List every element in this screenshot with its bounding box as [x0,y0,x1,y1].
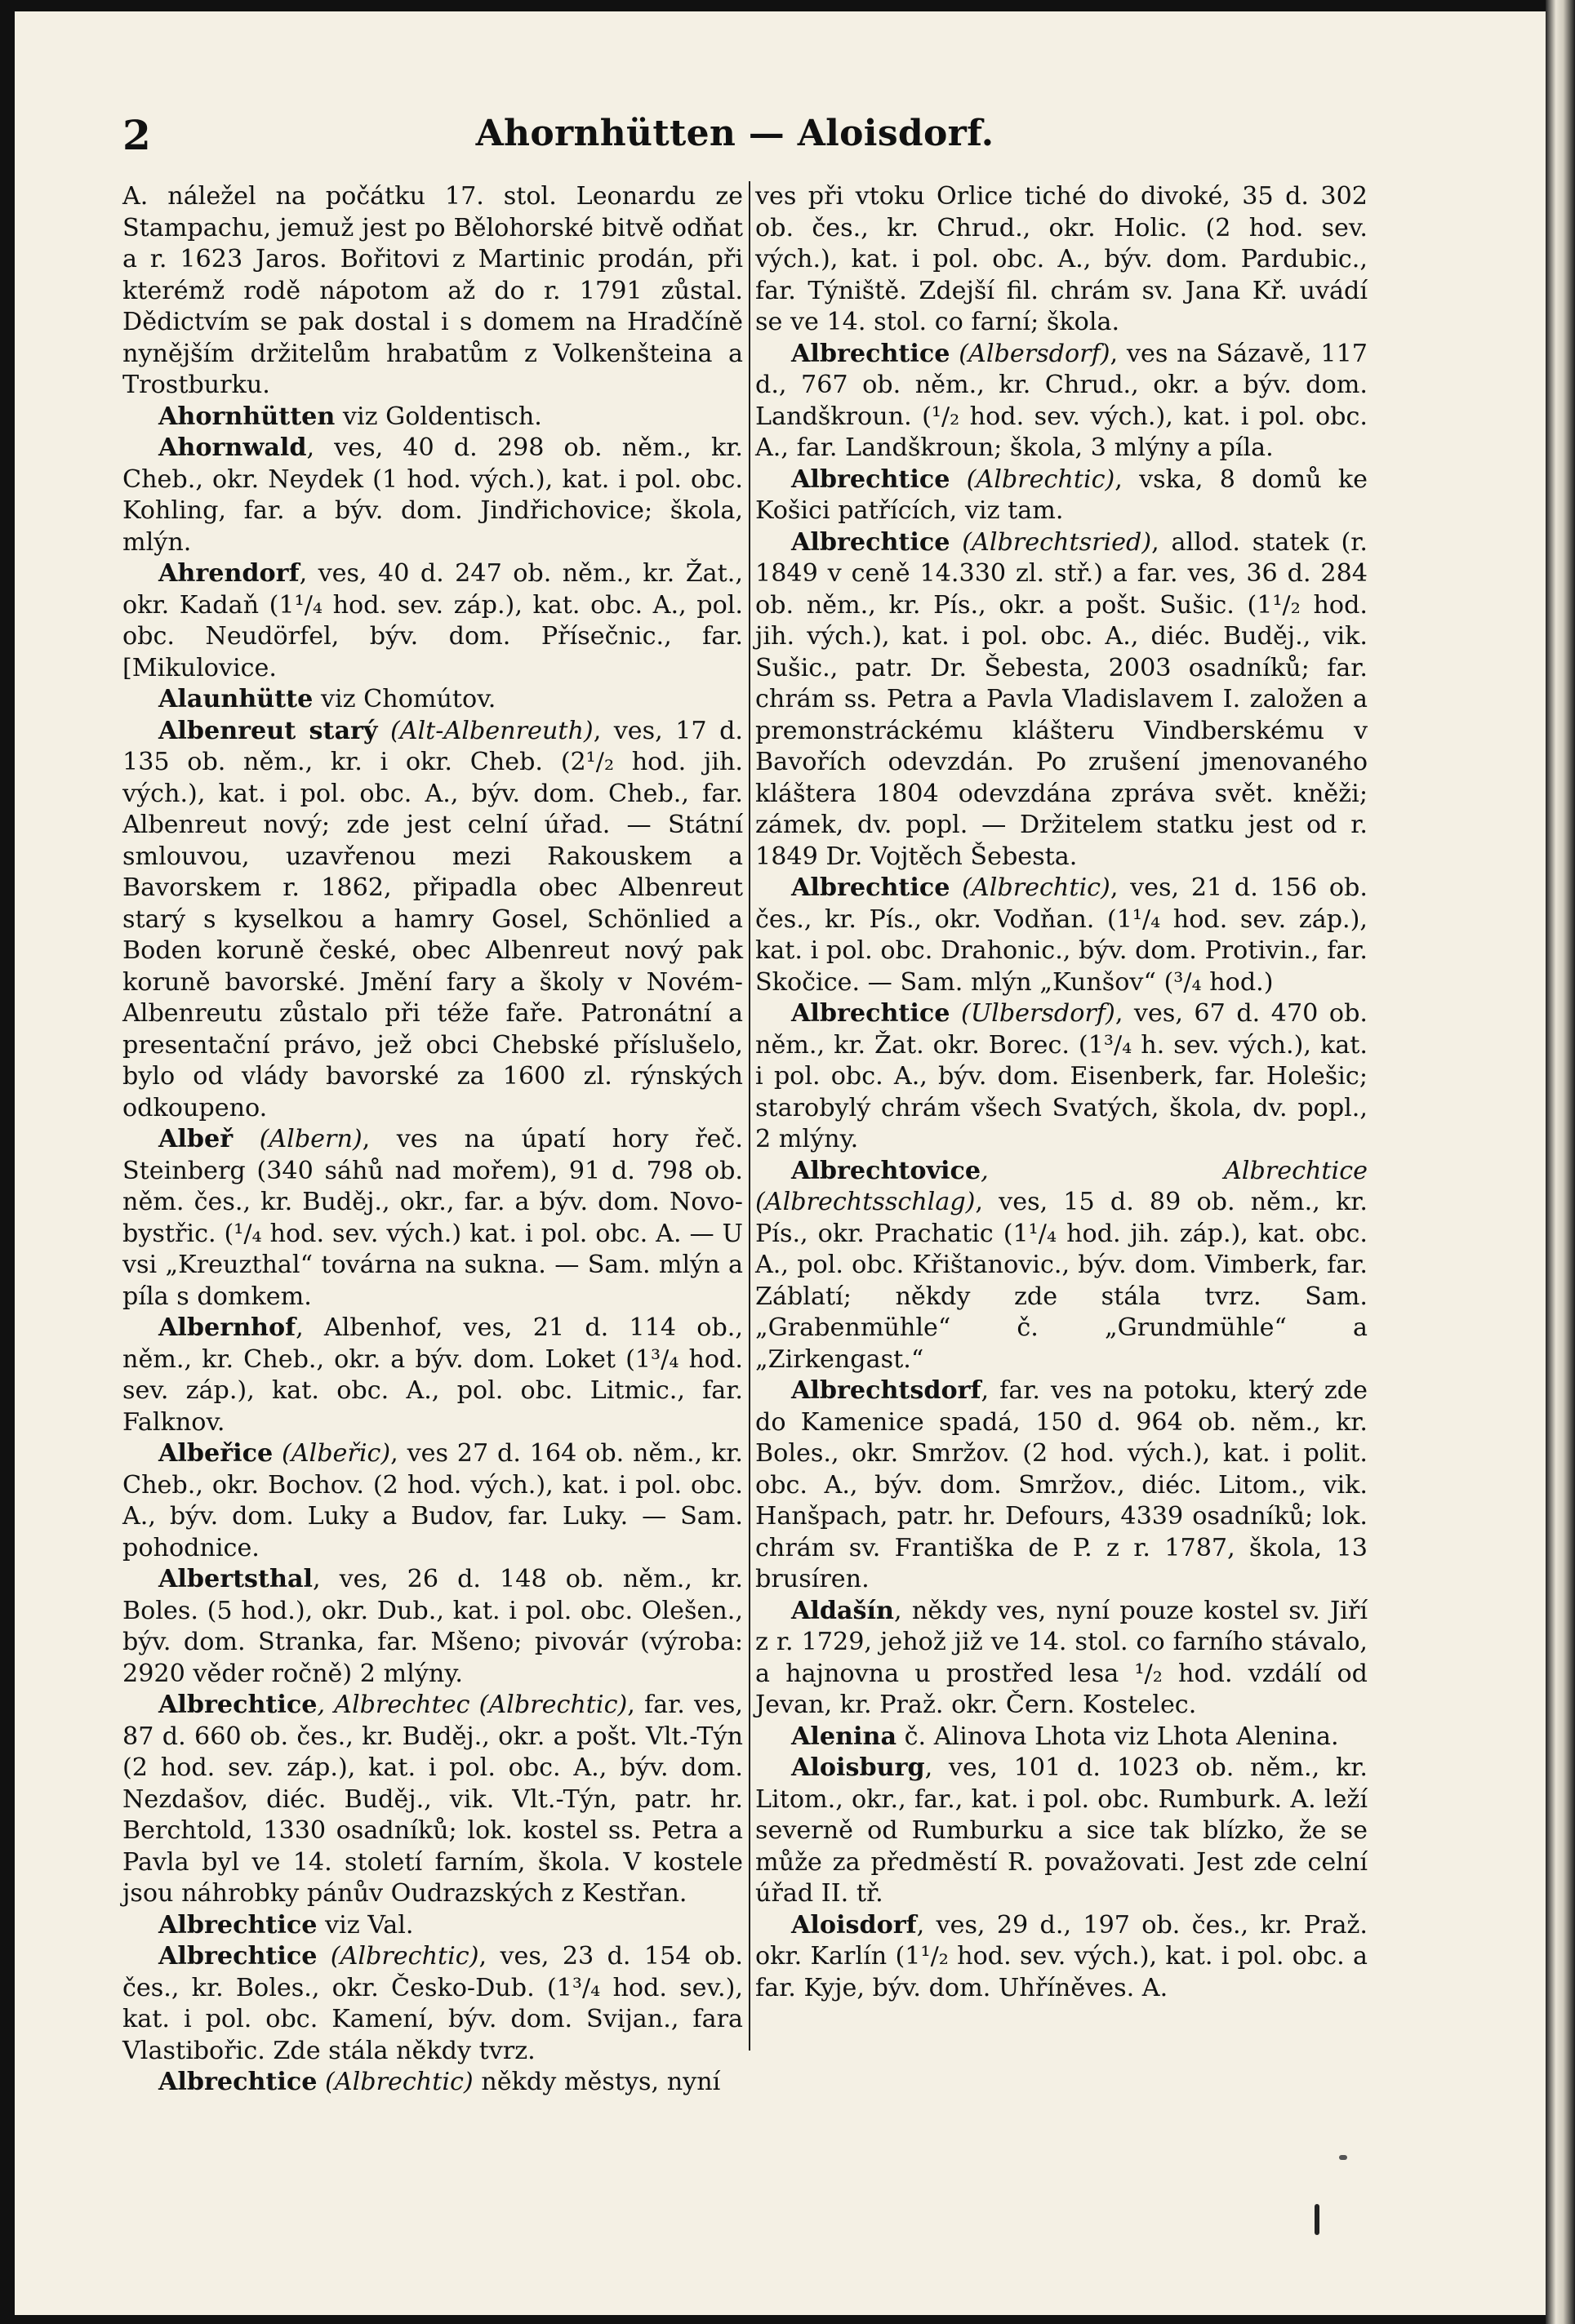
running-title: Ahornhütten — Aloisdorf. [475,113,994,154]
gazetteer-entry [122,558,743,684]
entry-alt-name: (Albersdorf) [950,339,1110,368]
gazetteer-entry [122,1438,743,1564]
entry-headword: Albeřice [158,1439,274,1468]
entry-headword: Aldašín [791,1596,894,1625]
entry-headword: Albrechtice [791,527,950,557]
page-header [106,106,1364,163]
entry-text: A. náležel na počátku 17. stol. Leonardu ze Stampachu, jemuž jest po Bělohorské bitvě odňat a r. 1623 Jaros. Bořitovi z Martinic prodán, při kterémž rodě nápotom až do r. 1791 zůstal. Dědictvím se pak dostal i s domem na Hradčíně nynějším držitelům hrabatům z Volkenšteina a Trostburku. [122,182,743,399]
entry-text: , ves na úpatí hory řeč. Steinberg (340 sáhů nad mořem), 91 d. 798 ob. něm. čes., kr. Buděj., okr., far. a býv. dom. Novo-bystřic. (¹/₄ hod. sev. vých.) kat. i pol. obc. A. — U vsi „Kreuzthal“ továrna na sukna. — Sam. mlýn a píla s domkem. [122,1125,743,1311]
entry-text: viz Val. [317,1910,414,1940]
entry-text: , ves, 101 d. 1023 ob. něm., kr. Litom., okr., far., kat. i pol. obc. Rumburk. A. leží severně od Rumburku a sice tak blízko, že se může za předměstí R. považovati. Jest zde celní úřad II. tř. [755,1753,1368,1908]
entry-headword: Albertsthal [158,1565,313,1593]
gazetteer-entry [122,1941,743,2067]
entry-headword: Albrechtice [791,873,950,902]
entry-text: , Albenhof, ves, 21 d. 114 ob., něm., kr. Cheb., okr. a býv. dom. Loket (1³/₄ hod. sev. záp.), kat. obc. A., pol. obc. Litmic., far. Falknov. [122,1313,743,1437]
entry-headword: Albrechtice [158,1691,318,1719]
entry-text: č. Alinova Lhota viz Lhota Alenina. [897,1722,1339,1751]
entry-alt-name: (Albrechtsried) [950,527,1152,557]
gazetteer-entry [122,433,743,558]
entry-headword: Albrechtice [158,2068,318,2096]
gazetteer-entry [755,1722,1368,1753]
entry-alt-name: (Albrechtic) [317,1942,479,1971]
entry-headword: Albrechtice [791,999,950,1028]
entry-headword: Albeř [158,1125,234,1153]
ink-mark [1315,2204,1319,2235]
entry-text: , allod. statek (r. 1849 v ceně 14.330 zl. stř.) a far. ves, 36 d. 284 ob. něm., kr. Pís., okr. a pošt. Sušic. (1¹/₂ hod. jih. vých.), kat. i pol. obc. A., diéc. Buděj., vik. Sušic., patr. Dr. Šebesta, 2003 osadníků; far. chrám ss. Petra a Pavla Vladislavem I. založen a premonstráckému klášteru Vindberskému v Bavořích odevzdán. Po zrušení jmenovaného kláštera 1804 odevzdána zpráva svět. kněži; zámek, dv. popl. — Držitelem statku jest od r. 1849 Dr. Vojtěch Šebesta. [755,527,1368,871]
entry-text: , ves, 17 d. 135 ob. něm., kr. i okr. Cheb. (2¹/₂ hod. jih. vých.), kat. i pol. obc. A., býv. dom. Cheb., far. Albenreut nový; zde jest celní úřad. — Státní smlouvou, uzavřenou mezi Rakouskem a Bavorskem r. 1862, připadla obec Albenreut starý s kyselkou a hamry Gosel, Schönlied a Boden koruně české, obec Albenreut nový pak koruně bavorské. Jmění fary a školy v Novém-Albenreutu zůstalo při téže faře. Patronátní a presentační právo, jež obci Chebské příslušelo, bylo od vlády bavorské za 1600 zl. rýnských odkoupeno. [122,716,743,1122]
entry-headword: Ahornwald [158,433,307,462]
gazetteer-entry [755,527,1368,873]
right-column [755,181,1368,2004]
entry-text: , far. ves na potoku, který zde do Kamenice spadá, 150 d. 964 ob. něm., kr. Boles., okr. Smržov. (2 hod. vých.), kat. i polit. obc. A., býv. dom. Smržov., diéc. Litom., vik. Hanšpach, patr. hr. Defours, 4339 osadníků; lok. chrám sv. Františka de P. z r. 1787, škola, 13 brusíren. [755,1376,1368,1593]
gazetteer-entry [122,684,743,716]
entry-headword: Ahrendorf [158,559,300,588]
entry-text: , ves, 23 d. 154 ob. čes., kr. Boles., okr. Česko-Dub. (1³/₄ hod. sev.), kat. i pol. obc. Kamení, býv. dom. Svijan., fara Vlastibořic. Zde stála někdy tvrz. [122,1942,743,2065]
entry-text: , ves, 21 d. 156 ob. čes., kr. Pís., okr. Vodňan. (1¹/₄ hod. sev. záp.), kat. i pol. obc. Drahonic., býv. dom. Protivin., far. Skočice. — Sam. mlýn „Kunšov“ (³/₄ hod.) [755,873,1368,997]
gazetteer-entry [755,464,1368,527]
gazetteer-entry [122,1690,743,1910]
gazetteer-entry [755,1375,1368,1596]
entry-text: někdy městys, nyní [473,2068,721,2096]
entry-text: , někdy ves, nyní pouze kostel sv. Jiří z r. 1729, jehož již ve 14. stol. co farního stávalo, a hajnovna u prostřed lesa ¹/₂ hod. vzdálí od Jevan, kr. Praž. okr. Čern. Kostelec. [755,1596,1368,1719]
column-divider [749,181,750,2051]
gazetteer-entry [122,716,743,1125]
entry-headword: Alenina [791,1722,897,1751]
entry-headword: Aloisdorf [791,1910,917,1940]
gazetteer-entry [755,1753,1368,1910]
entry-headword: Ahornhütten [158,402,336,431]
entry-headword: Albrechtovice [791,1156,981,1185]
entry-headword: Albrechtice [791,339,950,368]
gazetteer-entry [122,1564,743,1690]
entry-alt-name: (Albern) [233,1125,363,1153]
entry-text: , ves, 40 d. 247 ob. něm., kr. Žat., okr. Kadaň (1¹/₄ hod. sev. záp.), kat. obc. A., pol. obc. Neudörfel, býv. dom. Přísečnic., far. [Mikulovice. [122,559,743,682]
entry-headword: Aloisburg [791,1753,925,1782]
gazetteer-entry [122,1910,743,1942]
gazetteer-entry [122,2067,743,2099]
left-column [122,181,743,2099]
gazetteer-entry [122,1313,743,1438]
entry-text: ves při vtoku Orlice tiché do divoké, 35 d. 302 ob. čes., kr. Chrud., okr. Holic. (2 hod. sev. vých.), kat. i pol. obc. A., býv. dom. Pardubic., far. Týniště. Zdejší fil. chrám sv. Jana Kř. uvádí se ve 14. stol. co farní; škola. [755,182,1368,336]
ink-speck [1339,2155,1347,2160]
entry-text: , ves na Sázavě, 117 d., 767 ob. něm., kr. Chrud., okr. a býv. dom. Landškroun. (¹/₂ hod. sev. vých.), kat. i pol. obc. A., far. Landškroun; škola, 3 mlýny a píla. [755,339,1368,462]
gazetteer-entry [122,1124,743,1313]
entry-text: , ves, 26 d. 148 ob. něm., kr. Boles. (5 hod.), okr. Dub., kat. i pol. obc. Olešen., býv. dom. Stranka, far. Mšeno; pivovár (výroba: 2920 věder ročně) 2 mlýny. [122,1565,743,1688]
entry-headword: Albrechtsdorf [791,1376,981,1405]
entry-alt-name: , Albrechtice (Albrechtsschlag) [755,1156,1368,1216]
entry-headword: Albrechtice [791,464,950,494]
gazetteer-entry [755,1910,1368,2005]
entry-headword: Albrechtice [158,1942,318,1971]
gazetteer-entry [755,181,1368,339]
gazetteer-entry [755,339,1368,464]
gazetteer-entry [755,1596,1368,1722]
entry-text: , far. ves, 87 d. 660 ob. čes., kr. Buděj., okr. a pošt. Vlt.-Týn (2 hod. sev. záp.), kat. i pol. obc. A., býv. dom. Nezdašov, diéc. Buděj., vik. Vlt.-Týn, patr. hr. Berchtold, 1330 osadníků; lok. kostel ss. Petra a Pavla byl ve 14. století farním, škola. V kostele jsou náhrobky pánův Oudrazských z Kestřan. [122,1691,743,1908]
entry-text: , ves 27 d. 164 ob. něm., kr. Cheb., okr. Bochov. (2 hod. vých.), kat. i pol. obc. A., býv. dom. Luky a Budov, far. Luky. — Sam. pohodnice. [122,1439,743,1562]
entry-text: , ves, 29 d., 197 ob. čes., kr. Praž. okr. Karlín (1¹/₂ hod. sev. vých.), kat. i pol. obc. a far. Kyje, býv. dom. Uhříněves. A. [755,1910,1368,2002]
entry-headword: Alaunhütte [158,685,314,713]
entry-alt-name: , Albrechtec (Albrechtic) [317,1691,628,1719]
entry-text: , vska, 8 domů ke Košici patřících, viz tam. [755,464,1368,525]
entry-alt-name: (Albrechtic) [950,464,1115,494]
entry-alt-name: (Alt-Albenreuth) [377,716,594,745]
entry-headword: Albernhof [158,1313,296,1342]
book-page-edge [1546,0,1575,2324]
entry-text: viz Goldentisch. [335,402,542,431]
entry-text: viz Chomútov. [313,685,496,713]
gazetteer-entry [755,873,1368,998]
entry-text: , ves, 67 d. 470 ob. něm., kr. Žat. okr. Borec. (1³/₄ h. sev. vých.), kat. i pol. obc. A., býv. dom. Eisenberk, far. Holešic; starobylý chrám všech Svatých, škola, dv. popl., 2 mlýny. [755,999,1368,1153]
entry-text: , ves, 40 d. 298 ob. něm., kr. Cheb., okr. Neydek (1 hod. vých.), kat. i pol. obc. Kohling, far. a býv. dom. Jindřichovice; škola, mlýn. [122,433,743,557]
gazetteer-entry [755,1156,1368,1376]
entry-text: , ves, 15 d. 89 ob. něm., kr. Pís., okr. Prachatic (1¹/₄ hod. jih. záp.), kat. obc. A., pol. obc. Křištanovic., býv. dom. Vimberk, far. Záblatí; někdy zde stála tvrz. Sam. „Grabenmühle“ č. „Grundmühle“ a „Zirkengast.“ [755,1188,1368,1374]
entry-headword: Albenreut starý [158,716,378,745]
gazetteer-entry [755,998,1368,1156]
gazetteer-entry [122,181,743,402]
gazetteer-entry [122,402,743,433]
page-number: 2 [122,111,151,159]
entry-headword: Albrechtice [158,1910,318,1940]
entry-alt-name: (Albrechtic) [317,2068,474,2096]
entry-alt-name: (Albrechtic) [950,873,1110,902]
entry-alt-name: (Ulbersdorf) [950,999,1115,1028]
entry-alt-name: (Albeřic) [273,1439,391,1468]
